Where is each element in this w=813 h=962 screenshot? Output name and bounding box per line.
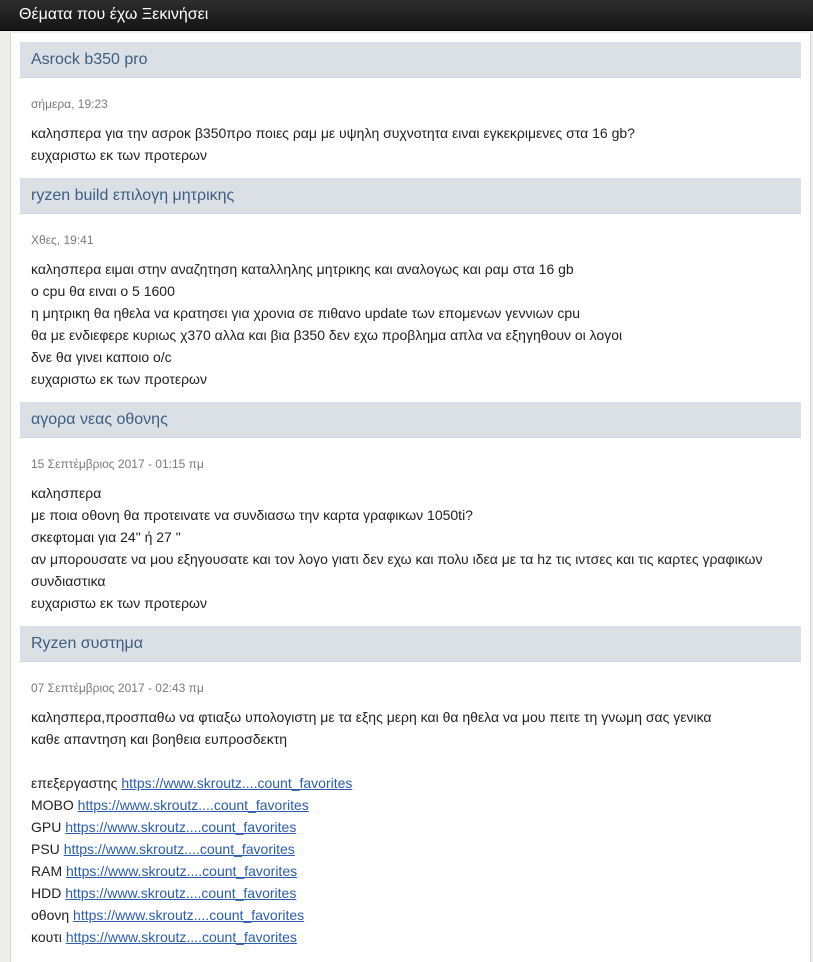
part-link[interactable]: https://www.skroutz....count_favorites bbox=[63, 841, 295, 857]
topic-text-line: ευχαριστω εκ των προτερων bbox=[31, 371, 207, 387]
topic-text-line: η μητρικη θα ηθελα να κρατησει για χρονια σε πιθανο update των επομενων γεννιων cpu bbox=[31, 305, 581, 321]
part-label: PSU bbox=[31, 841, 60, 857]
topic-text-line: σκεφτομαι για 24" ή 27 " bbox=[31, 529, 181, 545]
topic-title-link[interactable]: ryzen build επιλογη μητρικης bbox=[31, 187, 235, 204]
topic-body bbox=[20, 214, 801, 402]
topic-header bbox=[20, 626, 801, 662]
part-link[interactable]: https://www.skroutz....count_favorites bbox=[65, 819, 297, 835]
topic-text-line: καλησπερα,προσπαθω να φτιαξω υπολογιστη με τα εξης μερη και θα ηθελα να μου πειτε τη γνωμη σας γενικα bbox=[31, 709, 712, 725]
topics-list bbox=[10, 33, 811, 962]
part-link[interactable]: https://www.skroutz....count_favorites bbox=[77, 797, 309, 813]
topic-body bbox=[20, 662, 801, 948]
topic-text-line: αν μπορουσατε να μου εξηγουσατε και τον λογο γιατι δεν εχω και πολυ ιδεα με τα hz τις ιντσες και τις καρτες γραφικων bbox=[31, 551, 763, 567]
topic-card bbox=[20, 42, 801, 178]
topic-date: 07 Σεπτέμβριος 2017 - 02:43 πμ bbox=[31, 681, 204, 695]
topic-body bbox=[20, 438, 801, 626]
part-link[interactable]: https://www.skroutz....count_favorites bbox=[66, 863, 298, 879]
part-link[interactable]: https://www.skroutz....count_favorites bbox=[65, 929, 297, 945]
topic-text-line: καλησπερα για την ασροκ β350προ ποιες ραμ με υψηλη συχνοτητα ειναι εγκεκριμενες στα 16 gb? bbox=[31, 125, 635, 141]
part-label: MOBO bbox=[31, 797, 74, 813]
topic-text-line: καλησπερα bbox=[31, 485, 102, 501]
topic-header bbox=[20, 178, 801, 214]
topic-title-link[interactable]: Asrock b350 pro bbox=[31, 51, 148, 68]
topic-date: Χθες, 19:41 bbox=[31, 233, 94, 247]
part-link[interactable]: https://www.skroutz....count_favorites bbox=[73, 907, 305, 923]
parts-row bbox=[31, 926, 790, 948]
part-link[interactable]: https://www.skroutz....count_favorites bbox=[65, 885, 297, 901]
part-label: HDD bbox=[31, 885, 62, 901]
topic-text-line: ευχαριστω εκ των προτερων bbox=[31, 147, 207, 163]
part-label: επεξεργαστης bbox=[31, 775, 118, 791]
blank-line bbox=[31, 750, 790, 772]
topic-text-line: θα με ενδιεφερε κυριως χ370 αλλα και βια β350 δεν εχω προβλημα απλα να εξηγηθουν οι λογοι bbox=[31, 327, 623, 343]
page-header bbox=[0, 0, 813, 31]
part-label: οθονη bbox=[31, 907, 70, 923]
part-label: κουτι bbox=[31, 929, 62, 945]
parts-row bbox=[31, 816, 790, 838]
topic-date: 15 Σεπτέμβριος 2017 - 01:15 πμ bbox=[31, 457, 204, 471]
part-label: RAM bbox=[31, 863, 63, 879]
topic-text-line: καθε απαντηση και βοηθεια ευπροσδεκτη bbox=[31, 731, 288, 747]
topic-text bbox=[31, 706, 790, 948]
topic-header bbox=[20, 402, 801, 438]
topic-text-line: ο cpu θα ειναι ο 5 1600 bbox=[31, 283, 175, 299]
parts-row bbox=[31, 882, 790, 904]
topic-header bbox=[20, 42, 801, 78]
parts-row bbox=[31, 904, 790, 926]
topic-body bbox=[20, 78, 801, 178]
topic-card bbox=[20, 402, 801, 626]
topic-date: σήμερα, 19:23 bbox=[31, 97, 108, 111]
topic-text-line: ευχαριστω εκ των προτερων bbox=[31, 595, 207, 611]
topic-card bbox=[20, 626, 801, 948]
topic-card bbox=[20, 178, 801, 402]
topic-text-line: με ποια οθονη θα προτεινατε να συνδιασω την καρτα γραφικων 1050ti? bbox=[31, 507, 473, 523]
topic-text bbox=[31, 482, 790, 614]
parts-row bbox=[31, 838, 790, 860]
topic-text-line: καλησπερα ειμαι στην αναζητηση καταλληλης μητρικης και αναλογως και ραμ στα 16 gb bbox=[31, 261, 574, 277]
topic-text-line: συνδιαστικα bbox=[31, 573, 106, 589]
part-link[interactable]: https://www.skroutz....count_favorites bbox=[121, 775, 353, 791]
topic-text bbox=[31, 122, 790, 166]
parts-row bbox=[31, 860, 790, 882]
topic-text-line: δνε θα γινει καποιο o/c bbox=[31, 349, 172, 365]
topic-title-link[interactable]: Ryzen συστημα bbox=[31, 635, 143, 652]
topic-title-link[interactable]: αγορα νεας οθονης bbox=[31, 411, 168, 428]
parts-row bbox=[31, 794, 790, 816]
page-title: Θέματα που έχω Ξεκινήσει bbox=[19, 6, 209, 23]
parts-row bbox=[31, 772, 790, 794]
topic-text bbox=[31, 258, 790, 390]
part-label: GPU bbox=[31, 819, 62, 835]
